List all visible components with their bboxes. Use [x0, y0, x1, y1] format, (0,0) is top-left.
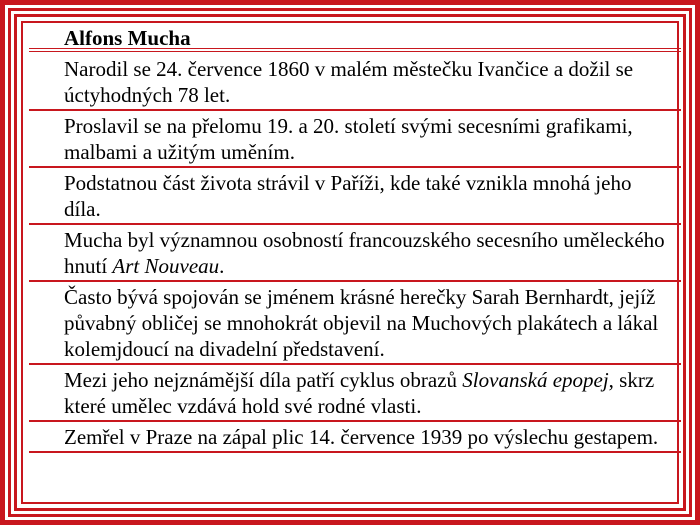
- table-row: [29, 111, 681, 168]
- table-row: [29, 225, 681, 282]
- table-row: [29, 54, 681, 111]
- header-rule-bottom: [29, 51, 681, 52]
- italic-title-text: Slovanská epopej: [462, 368, 609, 392]
- row-text: Narodil se 24. července 1860 v malém městečku Ivančice a dožil se úctyhodných 78 let.: [64, 57, 634, 107]
- row-text: Zemřel v Praze na zápal plic 14. července 1939 po výslechu gestapem.: [64, 425, 659, 449]
- row-text: .: [219, 254, 225, 278]
- row-text: Mucha byl významnou osobností francouzského secesního uměleckého hnutí: [64, 228, 665, 278]
- table-row: [29, 422, 681, 453]
- table-header: [29, 26, 681, 50]
- row-text: Mezi jeho nejznámější díla patří cyklus obrazů: [64, 368, 463, 392]
- table-title: Alfons Mucha: [64, 26, 191, 50]
- table-row: [29, 365, 681, 422]
- fact-table: [29, 54, 681, 453]
- table-row: [29, 168, 681, 225]
- italic-title-text: Art Nouveau: [112, 254, 220, 278]
- row-text: Proslavil se na přelomu 19. a 20. století svými secesními grafikami, malbami a užitým uměním.: [64, 114, 633, 164]
- row-text: , skrz které umělec vzdává hold své rodné vlasti.: [64, 368, 655, 418]
- row-text: Často bývá spojován se jménem krásné herečky Sarah Bernhardt, jejíž půvabný obličej se mnohokrát objevil na Muchových plakátech a lákal kolemjdoucí na divadelní představení.: [64, 285, 659, 361]
- row-text: Podstatnou část života strávil v Paříži, kde také vznikla mnohá jeho díla.: [64, 171, 632, 221]
- table-row: [29, 282, 681, 365]
- header-rule-top: [29, 48, 681, 49]
